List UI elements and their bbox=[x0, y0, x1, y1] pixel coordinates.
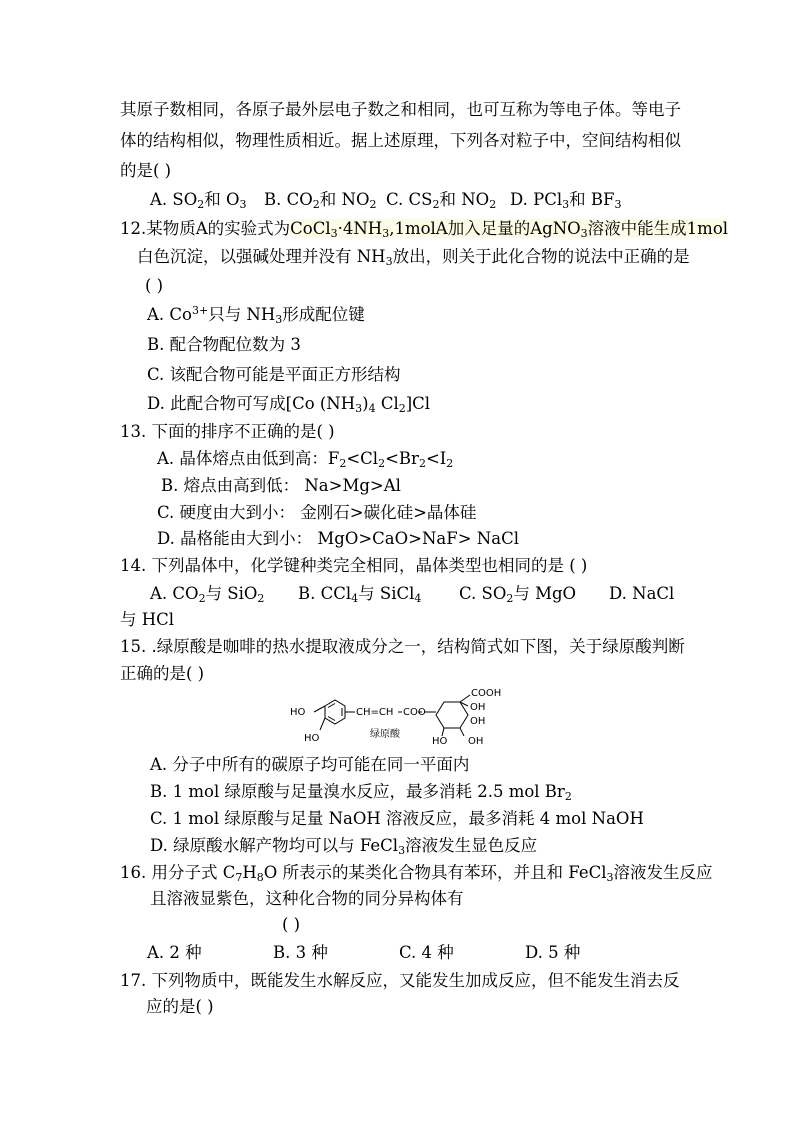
q12-stem-line-2: 白色沉淀，以强碱处理并没有 $NH_3$放出，则关于此化合物的说法中正确的是 bbox=[137, 247, 690, 268]
oh-label-right: OH bbox=[470, 702, 486, 713]
q12-option-d: D. 此配合物可写成[Co $(NH_3)_4$ $Cl_2]Cl$ bbox=[147, 394, 431, 415]
q15-option-d: D. 绿原酸水解产物均可以与 FeCl$_3$溶液发生显色反应 bbox=[150, 836, 538, 857]
q14-stem: 14. 下列晶体中，化学键种类完全相同，晶体类型也相同的是 ( ) bbox=[120, 556, 588, 575]
oh-label-ring: OH bbox=[468, 736, 484, 747]
q17-stem-line-1: 17. 下列物质中，既能发生水解反应，又能发生加成反应，但不能发生消去反 bbox=[120, 971, 680, 990]
compound-name: 绿原酸 bbox=[370, 729, 400, 740]
q12-option-b: B. 配合物配位数为 3 bbox=[147, 335, 301, 354]
q15-option-b: B. 1 mol 绿原酸与足量溴水反应，最多消耗 2.5 mol $Br_2$ bbox=[150, 782, 572, 803]
q11-option-b: B. $CO_2$和 $NO_2$ bbox=[264, 190, 377, 211]
q12-stem-line-3: ( ) bbox=[145, 276, 164, 295]
q12-stem-line-1: 12.某物质A的实验式为$CoCl_3\cdot 4NH_3,1molA$加入足量的AgNO$_3$溶液中能生成1mol bbox=[120, 219, 729, 240]
q14-option-d: D. NaCl bbox=[609, 584, 675, 603]
q11-option-d: D. PCl$_3$和 $BF_3$ bbox=[510, 190, 622, 211]
intro-line-3: 的是( ) bbox=[120, 161, 172, 180]
ho-label-top: HO bbox=[290, 707, 306, 718]
q13-option-d: D. 晶格能由大到小： MgO>CaO>NaF> NaCl bbox=[157, 529, 519, 548]
q13-option-a: A. 晶体熔点由低到高：$F_2<Cl_2<Br_2<I_2$ bbox=[157, 449, 454, 470]
chain-label: CH=CH bbox=[356, 707, 394, 718]
q14-option-b: B. CCl$_4$与 SiCl$_4$ bbox=[298, 584, 422, 605]
q16-stem-line-1: 16. 用分子式 $C_7H_8O$ 所表示的某类化合物具有苯环，并且和 FeCl$_3$溶液发生反应 bbox=[120, 863, 713, 884]
q17-stem-line-2: 应的是( ) bbox=[146, 997, 214, 1016]
ho-label-bottom: HO bbox=[304, 733, 320, 744]
q15-stem-line-2: 正确的是( ) bbox=[120, 664, 205, 683]
q16-option-d: D. 5 种 bbox=[525, 943, 581, 962]
chlorogenic-acid-structure bbox=[284, 684, 514, 748]
q11-option-a: A. $SO_2$和 $O_3$ bbox=[150, 190, 247, 211]
q13-stem: 13. 下面的排序不正确的是( ) bbox=[120, 422, 335, 441]
q15-option-c: C. 1 mol 绿原酸与足量 NaOH 溶液反应，最多消耗 4 mol NaOH bbox=[150, 809, 644, 828]
intro-line-2: 体的结构相似，物理性质相近。据上述原理，下列各对粒子中，空间结构相似 bbox=[120, 131, 681, 150]
intro-line-1: 其原子数相同，各原子最外层电子数之和相同，也可互称为等电子体。等电子 bbox=[120, 100, 681, 119]
q15-option-a: A. 分子中所有的碳原子均可能在同一平面内 bbox=[150, 755, 470, 774]
q12-option-c: C. 该配合物可能是平面正方形结构 bbox=[147, 365, 401, 384]
q16-stem-line-2: 且溶液显紫色，这种化合物的同分异构体有 bbox=[150, 889, 464, 908]
q13-option-c: C. 硬度由大到小： 金刚石>碳化硅>晶体硅 bbox=[157, 503, 477, 522]
q14-option-a: A. $CO_2$与 SiO$_2$ bbox=[150, 584, 265, 605]
q13-option-b: B. 熔点由高到低： Na>Mg>Al bbox=[161, 476, 401, 495]
q15-stem-line-1: 15. .绿原酸是咖啡的热水提取液成分之一，结构简式如下图，关于绿原酸判断 bbox=[120, 637, 685, 656]
ho-label-ring: HO bbox=[432, 736, 448, 747]
q16-option-b: B. 3 种 bbox=[273, 943, 328, 962]
q11-option-c: C. $CS_2$和 $NO_2$ bbox=[386, 190, 497, 211]
q16-option-a: A. 2 种 bbox=[147, 943, 202, 962]
oh-label-right-2: OH bbox=[470, 716, 486, 727]
q16-option-c: C. 4 种 bbox=[399, 943, 454, 962]
coo-label: COO bbox=[403, 707, 426, 718]
cooh-label: COOH bbox=[471, 688, 502, 699]
q12-option-a: A. $Co^{3+}$只与 $NH_3$形成配位键 bbox=[147, 304, 365, 326]
q14-option-d-continued: 与 HCl bbox=[120, 610, 175, 629]
q14-option-c: C. $SO_2$与 MgO bbox=[459, 584, 577, 605]
q16-stem-line-3: ( ) bbox=[282, 915, 301, 934]
